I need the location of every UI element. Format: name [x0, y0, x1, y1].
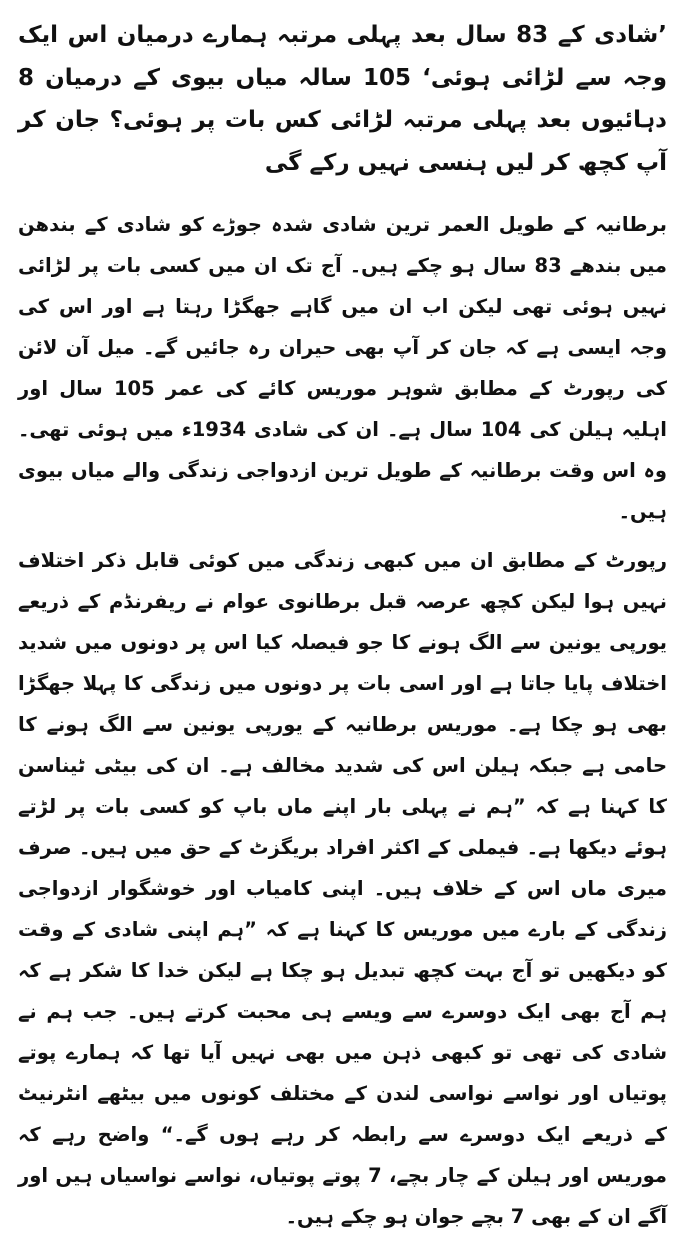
article-headline: ’شادی کے 83 سال بعد پہلی مرتبہ ہمارے درمیان اس ایک وجہ سے لڑائی ہوئی‘ 105 سالہ میاں بیوی کے درمیان 8 دہائیوں بعد پہلی مرتبہ لڑائی کس بات پر ہوئی؟ جان کر آپ کچھ کر لیں ہنسی نہیں رکے گی: [18, 22, 668, 176]
article-paragraph-2: رپورٹ کے مطابق ان میں کبھی زندگی میں کوئی قابل ذکر اختلاف نہیں ہوا لیکن کچھ عرصہ قبل برطانوی عوام نے ریفرنڈم کے ذریعے یورپی یونین سے الگ ہونے کا جو فیصلہ کیا اس پر دونوں میں شدید اختلاف پایا جاتا ہے اور اسی بات پر دونوں میں زندگی کا پہلا جھگڑا بھی ہو چکا ہے۔ موریس برطانیہ کے یورپی یونین سے الگ ہونے کا حامی ہے جبکہ ہیلن اس کی شدید مخالف ہے۔ ان کی بیٹی ٹیناسن کا کہنا ہے کہ ”ہم نے پہلی بار اپنے ماں باپ کو کسی بات پر لڑتے ہوئے دیکھا ہے۔ فیملی کے اکثر افراد بریگزٹ کے حق میں ہیں۔ صرف میری ماں اس کے خلاف ہیں۔ اپنی کامیاب اور خوشگوار ازدواجی زندگی کے بارے میں موریس کا کہنا ہے کہ ”ہم اپنی شادی کے وقت کو دیکھیں تو آج بہت کچھ تبدیل ہو چکا ہے لیکن خدا کا شکر ہے کہ ہم آج بھی ایک دوسرے سے ویسے ہی محبت کرتے ہیں۔ جب ہم نے شادی کی تھی تو کبھی ذہن میں بھی نہیں آیا تھا کہ ہمارے پوتے پوتیاں اور نواسے نواسی لندن کے مختلف کونوں میں بیٹھے انٹرنیٹ کے ذریعے ایک دوسرے سے رابطہ کر رہے ہوں گے۔“ واضح رہے کہ موریس اور ہیلن کے چار بچے، 7 پوتے پوتیاں، نواسے نواسیاں ہیں اور آگے ان کے بھی 7 بچے جوان ہو چکے ہیں۔: [18, 549, 667, 1228]
article-paragraph-1: برطانیہ کے طویل العمر ترین شادی شدہ جوڑے کو شادی کے بندھن میں بندھے 83 سال ہو چکے ہیں۔ آج تک ان میں کسی بات پر لڑائی نہیں ہوئی تھی لیکن اب ان میں گاہے جھگڑا رہتا ہے اور اس کی وجہ ایسی ہے کہ جان کر آپ بھی حیران رہ جائیں گے۔ میل آن لائن کی رپورٹ کے مطابق شوہر موریس کائے کی عمر 105 سال اور اہلیہ ہیلن کی 104 سال ہے۔ ان کی شادی 1934ء میں ہوئی تھی۔ وہ اس وقت برطانیہ کے طویل ترین ازدواجی زندگی والے میاں بیوی ہیں۔: [18, 213, 667, 523]
